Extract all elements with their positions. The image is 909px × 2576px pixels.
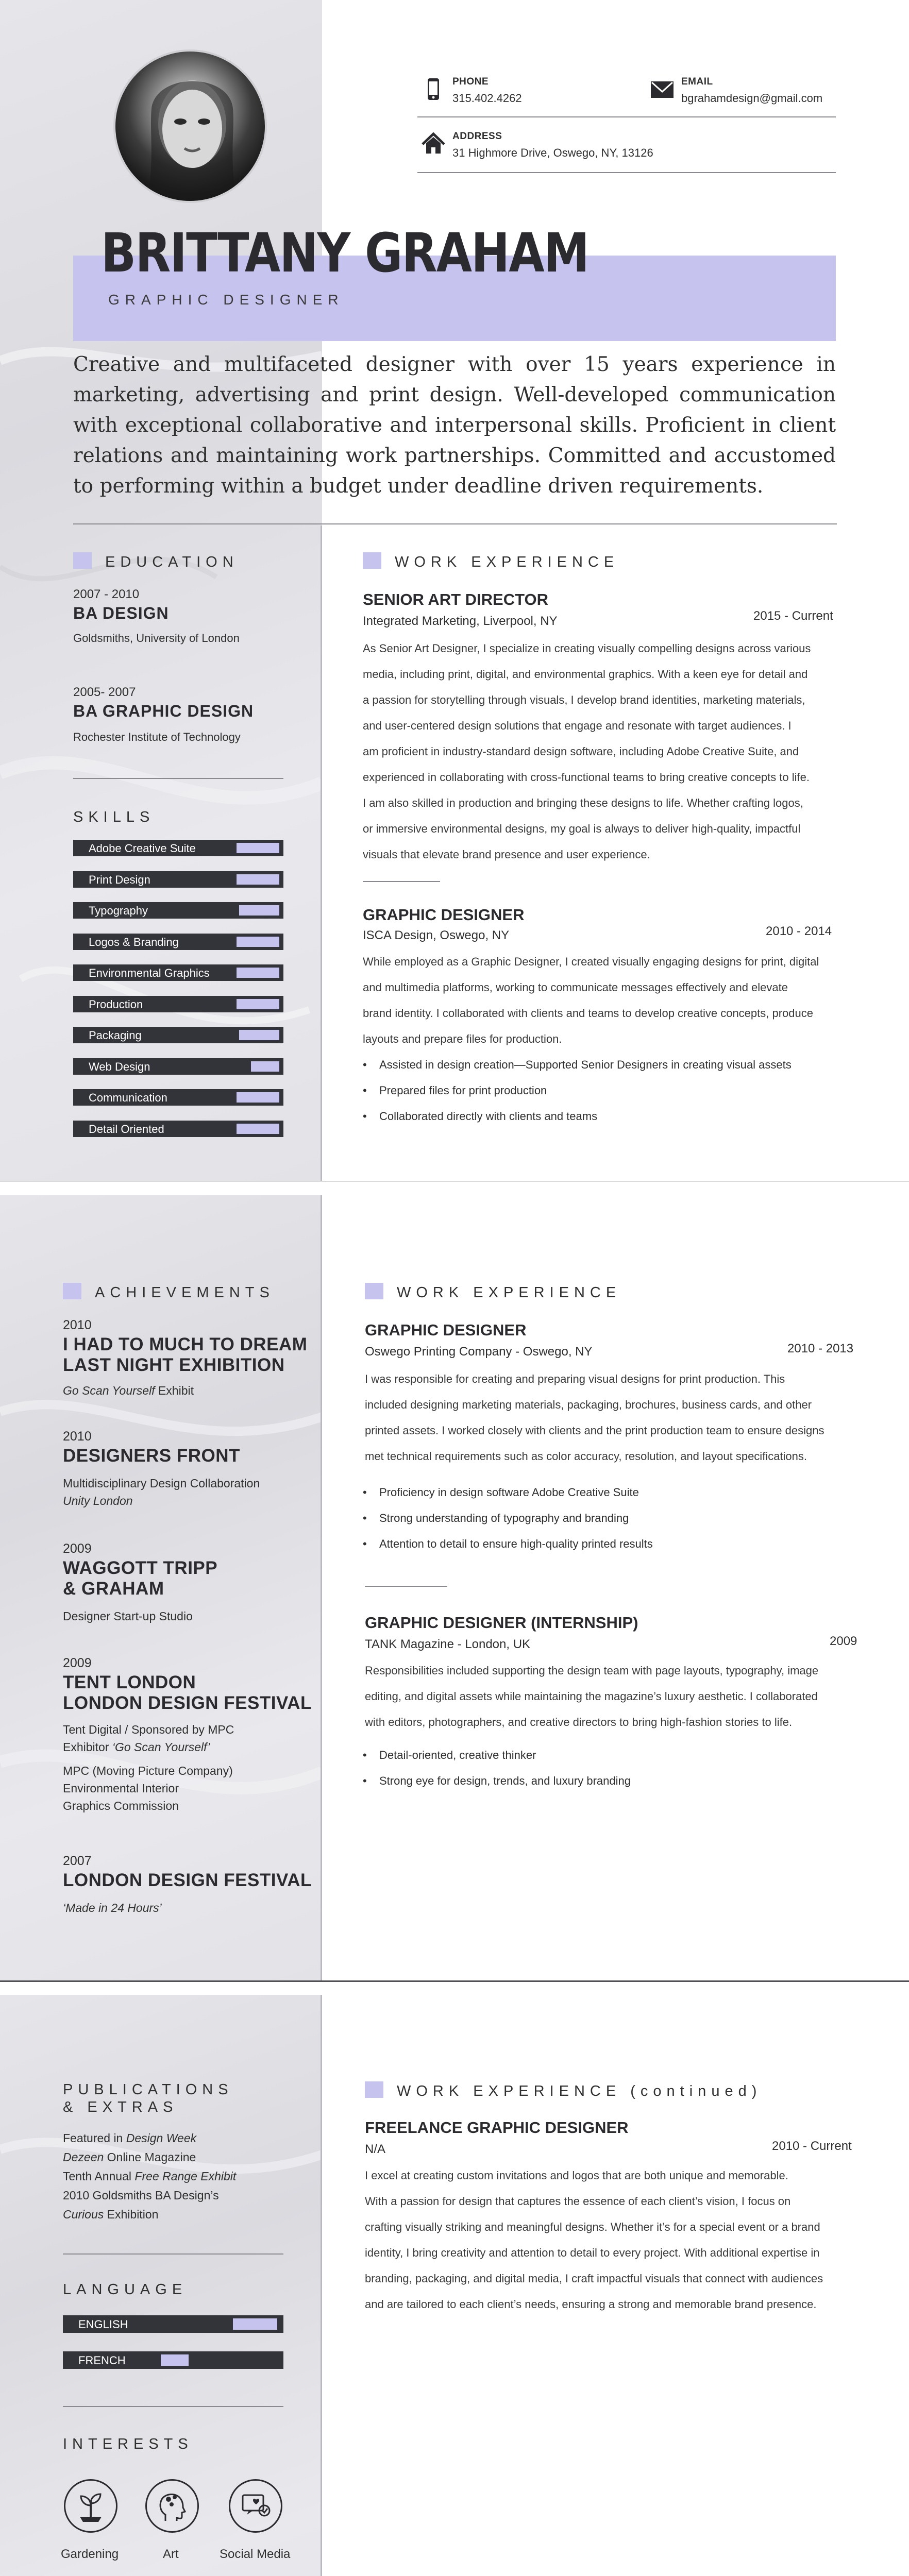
achievement-title: WAGGOTT TRIPP — [63, 1558, 218, 1578]
education-years: 2007 - 2010 — [73, 587, 140, 601]
job-bullet: • Prepared files for print production — [379, 1084, 547, 1097]
achievement-year: 2010 — [63, 1429, 92, 1444]
job-title: GRAPHIC DESIGNER (INTERNSHIP) — [365, 1614, 638, 1632]
description-line: branding, packaging, and digital media, I craft impactful visuals that connect with audiences — [365, 2272, 823, 2285]
skill-row — [73, 902, 283, 919]
language-row — [63, 2351, 283, 2369]
achievement-title: I HAD TO MUCH TO DREAM — [63, 1334, 308, 1354]
skill-level-bar — [237, 874, 279, 885]
resume-page-2 — [0, 1195, 909, 1980]
phone-value[interactable]: 315.402.4262 — [452, 92, 522, 105]
job-title: SENIOR ART DIRECTOR — [363, 590, 548, 608]
resume-page-1 — [0, 0, 909, 1181]
skill-level-bar — [237, 1092, 279, 1103]
job-bullet: • Strong understanding of typography and branding — [379, 1512, 629, 1525]
job-title: GRAPHIC DESIGNER — [365, 1321, 527, 1339]
job-bullet: • Assisted in design creation—Supported Senior Designers in creating visual assets — [379, 1058, 792, 1072]
accent-square — [365, 2081, 383, 2098]
job-dates: 2015 - Current — [753, 609, 833, 623]
skill-label: Adobe Creative Suite — [89, 842, 196, 855]
section-title-skills: SKILLS — [73, 809, 155, 825]
section-title-education: EDUCATION — [73, 552, 239, 571]
language-row — [63, 2315, 283, 2333]
description-line: printed assets. I worked closely with clients and the print production team to ensure designs — [365, 1424, 824, 1437]
achievement-title: LONDON DESIGN FESTIVAL — [63, 1870, 312, 1890]
description-line: I excel at creating custom invitations and logos that are both unique and memorable. — [365, 2169, 788, 2182]
description-line: and multimedia platforms, working to communicate messages effectively and elevate — [363, 981, 788, 994]
publication-line: Featured in Design Week — [63, 2131, 197, 2145]
skill-label: Communication — [89, 1091, 167, 1104]
achievement-title: DESIGNERS FRONT — [63, 1446, 240, 1466]
section-title-language: LANGUAGE — [63, 2281, 188, 2298]
section-title-achievements: ACHIEVEMENTS — [63, 1283, 275, 1301]
achievement-detail: Tent Digital / Sponsored by MPC — [63, 1723, 234, 1736]
candidate-role: GRAPHIC DESIGNER — [108, 292, 344, 308]
achievement-year: 2007 — [63, 1854, 92, 1868]
job-company: ISCA Design, Oswego, NY — [363, 928, 510, 942]
description-line: I was responsible for creating and preparing visual designs for print production. This — [365, 1372, 785, 1385]
art-head-icon — [145, 2479, 199, 2533]
address-label: ADDRESS — [452, 131, 502, 142]
description-line: brand identity. I collaborated with clients and teams to develop creative concepts, produce — [363, 1007, 813, 1020]
phone-icon — [422, 77, 445, 101]
publication-line: 2010 Goldsmiths BA Design’s — [63, 2189, 219, 2202]
description-line: layouts and prepare files for production. — [363, 1032, 562, 1045]
skill-level-bar — [237, 1124, 279, 1134]
description-line: with editors, photographers, and creative directors to bring high-fashion stories to life. — [365, 1716, 793, 1728]
description-line: met technical requirements such as color accuracy, resolution, and layout specifications. — [365, 1450, 807, 1463]
achievement-year: 2009 — [63, 1656, 92, 1670]
description-line: visuals that elevate brand presence and user experience. — [363, 848, 650, 861]
interest-label: Social Media — [220, 2547, 291, 2561]
education-degree: BA GRAPHIC DESIGN — [73, 702, 254, 720]
skill-label: Detail Oriented — [89, 1122, 164, 1136]
phone-label: PHONE — [452, 76, 489, 87]
achievement-title: LAST NIGHT EXHIBITION — [63, 1355, 285, 1375]
profile-summary: Creative and multifaceted designer with over 15 years experience in marketing, advertising and print design. Well-developed communication with exceptional collaborative and interpersonal skills. Proficient in client relations and maintaining work partnerships. Committed and accustomed to performing within a budget under deadline driven requirements. — [73, 353, 836, 498]
envelope-icon — [650, 77, 674, 101]
job-bullet: • Proficiency in design software Adobe Creative Suite — [379, 1486, 639, 1499]
publication-line: Curious Exhibition — [63, 2208, 159, 2221]
skill-label: Packaging — [89, 1029, 142, 1042]
description-line: a passion for storytelling through visuals, I develop brand identities, marketing materials, — [363, 693, 805, 706]
skill-level-bar — [237, 843, 279, 853]
skill-row — [73, 1121, 283, 1137]
description-line: media, including print, digital, and environmental graphics. With a keen eye for detail and — [363, 668, 808, 681]
achievement-detail: Exhibitor ‘Go Scan Yourself’ — [63, 1740, 210, 1754]
sidebar-divider — [63, 2253, 283, 2255]
section-title-interests: INTERESTS — [63, 2436, 193, 2452]
description-line: crafting visually striking and meaningful designs. Whether it’s for a special event or a brand — [365, 2221, 820, 2233]
achievement-detail: Go Scan Yourself Exhibit — [63, 1384, 194, 1397]
job-description — [363, 636, 837, 868]
description-line: and are tailored to each client’s needs, ensuring a strong and memorable brand presence. — [365, 2298, 817, 2311]
job-dates: 2009 — [830, 1634, 857, 1648]
publication-line: Dezeen Online Magazine — [63, 2150, 196, 2164]
achievement-detail: Designer Start-up Studio — [63, 1609, 193, 1623]
job-title: FREELANCE GRAPHIC DESIGNER — [365, 2119, 629, 2137]
skill-row — [73, 996, 283, 1012]
home-icon — [422, 132, 445, 156]
section-title-work-experience: WORK EXPERIENCE — [363, 552, 619, 571]
job-description — [365, 1366, 860, 1469]
skill-level-bar — [239, 905, 279, 916]
accent-square — [73, 552, 92, 569]
interest-label: Gardening — [61, 2547, 119, 2561]
description-line: Responsibilities included supporting the design team with page layouts, typography, image — [365, 1664, 819, 1677]
job-title: GRAPHIC DESIGNER — [363, 906, 525, 924]
skill-level-bar — [237, 999, 279, 1009]
skill-level-bar — [251, 1061, 279, 1072]
sidebar-divider — [63, 2406, 283, 2407]
skill-level-bar — [239, 1030, 279, 1040]
education-school: Rochester Institute of Technology — [73, 731, 241, 743]
description-line: I am also skilled in production and bringing these designs to life. Whether crafting logos, — [363, 796, 803, 809]
skill-level-bar — [237, 937, 279, 947]
contact-email — [650, 76, 846, 107]
achievement-title: & GRAHAM — [63, 1579, 164, 1599]
description-line: included designing marketing materials, packaging, brochures, business cards, and other — [365, 1398, 812, 1411]
skill-row — [73, 1089, 283, 1106]
section-title-work-experience: WORK EXPERIENCE — [365, 1283, 621, 1301]
language-level-bar — [161, 2354, 189, 2366]
achievement-year: 2009 — [63, 1541, 92, 1556]
skill-label: Environmental Graphics — [89, 967, 210, 979]
job-bullet: • Strong eye for design, trends, and luxury branding — [379, 1774, 631, 1788]
achievement-detail: Multidisciplinary Design Collaboration — [63, 1477, 260, 1490]
section-title-extras: & EXTRAS — [63, 2099, 178, 2115]
job-company: N/A — [365, 2142, 386, 2156]
skill-row — [73, 1058, 283, 1075]
achievement-title: TENT LONDON — [63, 1672, 196, 1692]
accent-square — [363, 552, 381, 569]
job-bullet: • Detail-oriented, creative thinker — [379, 1749, 536, 1762]
description-line: or immersive environmental designs, my goal is always to deliver high-quality, impactful — [363, 822, 801, 835]
skill-label: Print Design — [89, 873, 150, 886]
job-description — [365, 1658, 860, 1735]
achievement-title: LONDON DESIGN FESTIVAL — [63, 1693, 312, 1713]
description-line: am proficient in industry-standard design software, including Adobe Creative Suite, and — [363, 745, 799, 758]
job-divider — [365, 1586, 447, 1587]
skill-level-bar — [237, 968, 279, 978]
description-line: While employed as a Graphic Designer, I created visually engaging designs for print, digital — [363, 955, 819, 968]
job-dates: 2010 - Current — [772, 2139, 852, 2153]
language-label: ENGLISH — [78, 2318, 128, 2331]
skill-row — [73, 840, 283, 856]
education-degree: BA DESIGN — [73, 604, 169, 622]
section-title-publications: PUBLICATIONS — [63, 2081, 233, 2098]
job-company: TANK Magazine - London, UK — [365, 1637, 531, 1651]
interest-label: Art — [163, 2547, 179, 2561]
achievement-detail: Environmental Interior — [63, 1782, 179, 1795]
job-bullet: • Collaborated directly with clients and teams — [379, 1110, 597, 1123]
sidebar-divider — [73, 778, 283, 779]
job-company: Oswego Printing Company - Oswego, NY — [365, 1345, 593, 1359]
page-break — [0, 1181, 909, 1195]
skill-label: Logos & Branding — [89, 935, 179, 948]
job-company: Integrated Marketing, Liverpool, NY — [363, 614, 558, 628]
education-school: Goldsmiths, University of London — [73, 632, 240, 645]
skill-label: Typography — [89, 904, 148, 917]
achievement-year: 2010 — [63, 1318, 92, 1332]
section-title-work-experience-continued: WORK EXPERIENCE (continued) — [365, 2081, 762, 2100]
email-label: EMAIL — [681, 76, 713, 87]
job-dates: 2010 - 2013 — [787, 1342, 854, 1355]
address-value: 31 Highmore Drive, Oswego, NY, 13126 — [452, 146, 653, 159]
contact-address — [422, 131, 834, 162]
description-line: identity, I bring creativity and attention to detail to every project. With additional expertise in — [365, 2246, 820, 2259]
language-level-bar — [233, 2318, 277, 2330]
education-years: 2005- 2007 — [73, 685, 136, 699]
job-dates: 2010 - 2014 — [766, 924, 832, 938]
accent-square — [63, 1283, 81, 1299]
skill-label: Web Design — [89, 1060, 150, 1073]
achievement-detail: MPC (Moving Picture Company) — [63, 1764, 233, 1777]
email-value[interactable]: bgrahamdesign@gmail.com — [681, 92, 823, 105]
job-divider — [363, 881, 440, 882]
description-line: As Senior Art Designer, I specialize in creating visually compelling designs across various — [363, 642, 811, 655]
job-bullet: • Attention to detail to ensure high-quality printed results — [379, 1537, 653, 1551]
contact-divider — [417, 116, 836, 117]
skill-row — [73, 871, 283, 888]
description-line: and user-centered design solutions that engage and resonate with target audiences. I — [363, 719, 792, 732]
description-line: experienced in collaborating with cross-functional teams to bring creative concepts to life. — [363, 771, 810, 784]
job-description — [363, 949, 837, 1052]
achievement-detail: ‘Made in 24 Hours’ — [63, 1901, 162, 1914]
description-line: With a passion for design that captures the essence of each client’s vision, I focus on — [365, 2195, 791, 2208]
plant-icon — [64, 2479, 117, 2533]
publication-line: Tenth Annual Free Range Exhibit — [63, 2170, 237, 2183]
achievement-detail: Graphics Commission — [63, 1799, 179, 1812]
skill-row — [73, 964, 283, 981]
profile-photo — [113, 49, 267, 203]
achievement-detail: Unity London — [63, 1494, 133, 1507]
job-description — [365, 2163, 861, 2317]
social-media-icon — [229, 2479, 282, 2533]
accent-square — [365, 1283, 383, 1299]
contact-phone — [422, 76, 648, 107]
skill-row — [73, 1027, 283, 1043]
page-break — [0, 1980, 909, 1995]
candidate-name: BRITTANY GRAHAM — [101, 222, 589, 284]
skill-row — [73, 934, 283, 950]
resume-page-3 — [0, 1995, 909, 2576]
skill-label: Production — [89, 997, 143, 1011]
description-line: editing, and digital assets while maintaining the magazine’s luxury aesthetic. I collaborated — [365, 1690, 818, 1703]
summary-divider — [73, 523, 837, 524]
language-label: FRENCH — [78, 2354, 126, 2367]
contact-divider — [417, 172, 836, 173]
